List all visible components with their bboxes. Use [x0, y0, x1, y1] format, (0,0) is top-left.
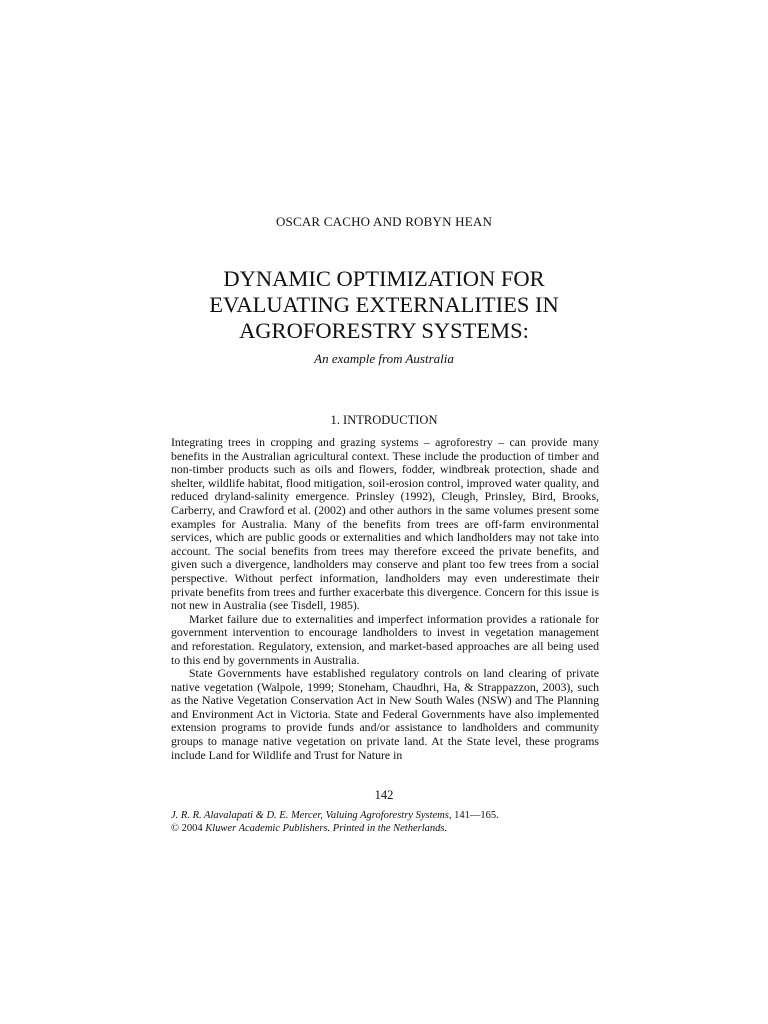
page-number: 142 [374, 788, 394, 802]
author-names: OSCAR CACHO AND ROBYN HEAN [275, 214, 493, 229]
footer-publisher: Kluwer Academic Publishers. Printed in the Netherlands. [205, 822, 448, 834]
footer-editors: J. R. R. Alavalapati & D. E. Mercer, [171, 810, 326, 821]
citation-footer [171, 810, 601, 835]
paragraph-2: Market failure due to externalities and imperfect information provides a rationale for government intervention to encourage landholders to invest in vegetation management and reforestation. Regulatory, extension, and market-based approaches are all being used to this end by governments in Australia. [171, 611, 599, 667]
section-heading: 1. INTRODUCTION [330, 413, 438, 427]
title-line-1: DYNAMIC OPTIMIZATION FOR [223, 266, 545, 291]
footer-page-range: , 141—165. [448, 810, 499, 821]
title-line-2: EVALUATING EXTERNALITIES IN [209, 292, 559, 317]
paragraph-1: Integrating trees in cropping and grazing systems – agroforestry – can provide many benefits in the Australian agricultural context. These include the production of timber and non-timber products such as oils and flowers, fodder, windbreak protection, shade and shelter, wildlife habitat, flood mitigation, soil-erosion control, improved water quality, and reduced dryland-salinity emergence. Prinsley (1992), Cleugh, Prinsley, Bird, Brooks, Carberry, and Crawford et al. (2002) and other authors in the same volumes present some examples for Australia. Many of the benefits from trees are off-farm environmental services, which are public goods or externalities and which landholders may not take into account. The social benefits from trees may therefore exceed the private benefits, and given such a divergence, landholders may conserve and plant too few trees from a social perspective. Without perfect information, landholders may even underestimate their private benefits from trees and further exacerbate this divergence. Concern for this issue is not new in Australia (see Tisdell, 1985). [171, 435, 599, 613]
paper-subtitle: An example from Australia [314, 351, 454, 366]
title-line-3: AGROFORESTRY SYSTEMS: [239, 318, 529, 343]
paragraph-3: State Governments have established regulatory controls on land clearing of private native vegetation (Walpole, 1999; Stoneham, Chaudhri, Ha, & Strappazzon, 2003), such as the Native Vegetation Conservation Act in New South Wales (NSW) and The Planning and Environment Act in Victoria. State and Federal Governments have also implemented extension programs to provide funds and/or assistance to landholders and community groups to manage native vegetation on private land. At the State level, these programs include Land for Wildlife and Trust for Nature in [171, 666, 599, 762]
footer-copyright-line [171, 823, 601, 836]
footer-copyright: © 2004 [171, 822, 206, 834]
paper-title [0, 266, 768, 344]
body-text [171, 436, 599, 762]
footer-citation-line [171, 810, 601, 823]
footer-book-title: Valuing Agroforestry Systems [325, 810, 449, 821]
